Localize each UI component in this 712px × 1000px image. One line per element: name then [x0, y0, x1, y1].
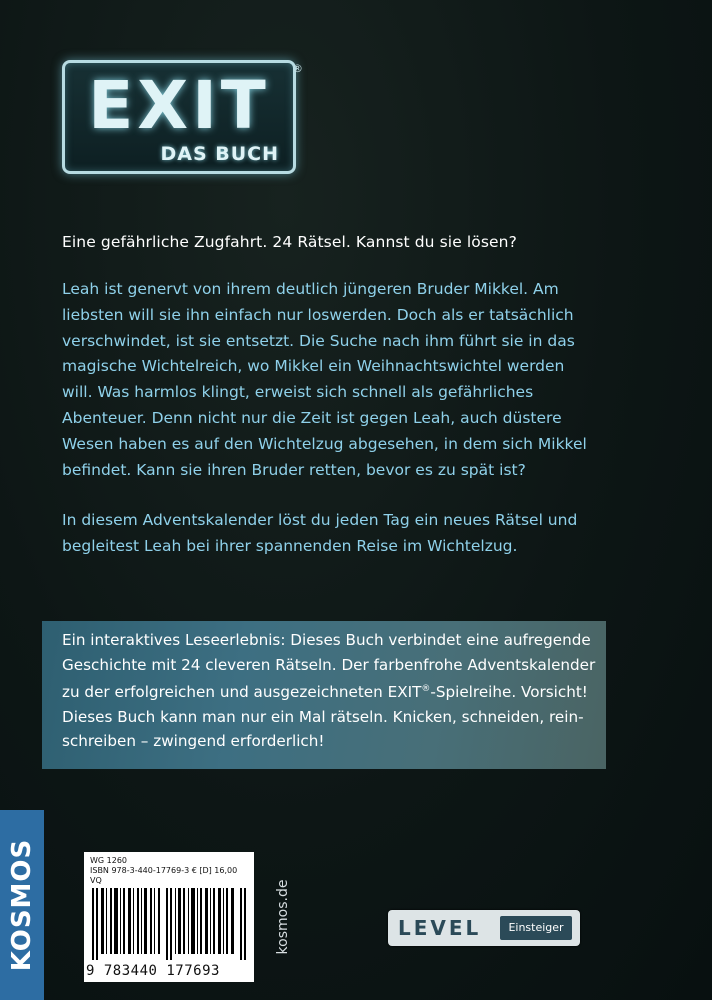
barcode-category: WG 1260 [90, 856, 128, 865]
story-line: verschwindet, ist sie entsetzt. Die Suche nach ihm führt sie in das [62, 331, 575, 350]
barcode-isbn-price: ISBN 978-3-440-17769-3 € [D] 16,00 [90, 866, 238, 875]
story-line: In diesem Adventskalender löst du jeden Tag ein neues Rätsel und [62, 511, 578, 530]
info-line: Dieses Buch kann man nur ein Mal rätseln. Knicken, schneiden, rein- [62, 707, 584, 726]
info-box [42, 621, 606, 769]
story-line: begleitest Leah bei ihrer spannenden Reise im Wichtelzug. [62, 537, 518, 556]
barcode [84, 852, 254, 982]
logo-subtitle: DAS BUCH [160, 143, 279, 165]
publisher-logo: KOSMOS [7, 838, 37, 972]
story-paragraph-1 [62, 277, 672, 483]
story-paragraph-2 [62, 508, 672, 560]
registered-mark: ® [292, 62, 303, 75]
story-line: Abenteuer. Denn nicht nur die Zeit ist gegen Leah, auch düstere [62, 408, 562, 427]
story-line: befindet. Kann sie ihren Bruder retten, bevor es zu spät ist? [62, 460, 526, 479]
level-badge [388, 910, 580, 946]
tagline: Eine gefährliche Zugfahrt. 24 Rätsel. Kannst du sie lösen? [62, 233, 517, 251]
logo-title: EXIT [88, 67, 270, 144]
info-line: -Spielreihe. Vorsicht! [430, 683, 588, 702]
level-value: Einsteiger [500, 916, 572, 940]
barcode-code: VQ [90, 876, 102, 885]
info-line: Ein interaktives Leseerlebnis: Dieses Buch verbindet eine aufregende [62, 631, 591, 649]
registered-mark: ® [421, 684, 431, 695]
story-line: magische Wichtelreich, wo Mikkel ein Weihnachtswichtel werden [62, 357, 565, 376]
barcode-bars [92, 888, 248, 960]
info-line: schreiben – zwingend erforderlich! [62, 732, 325, 751]
story-text [62, 277, 672, 560]
story-line: Leah ist genervt von ihrem deutlich jüngeren Bruder Mikkel. Am [62, 280, 559, 298]
exit-logo [62, 60, 296, 174]
info-line: zu der erfolgreichen und ausgezeichneten EXIT [62, 683, 422, 702]
story-line: will. Was harmlos klingt, erweist sich schnell als gefährliches [62, 383, 534, 402]
info-line: Geschichte mit 24 cleveren Rätseln. Der farbenfrohe Adventskalender [62, 655, 596, 674]
barcode-digits: 9 783440 177693 [86, 963, 220, 979]
info-text [62, 628, 602, 754]
level-label: LEVEL [398, 916, 482, 940]
story-line: Wesen haben es auf den Wichtelzug abgesehen, in dem sich Mikkel [62, 434, 587, 453]
publisher-url: kosmos.de [275, 879, 291, 955]
story-line: liebsten will sie ihn einfach nur loswerden. Doch als er tatsächlich [62, 305, 574, 324]
